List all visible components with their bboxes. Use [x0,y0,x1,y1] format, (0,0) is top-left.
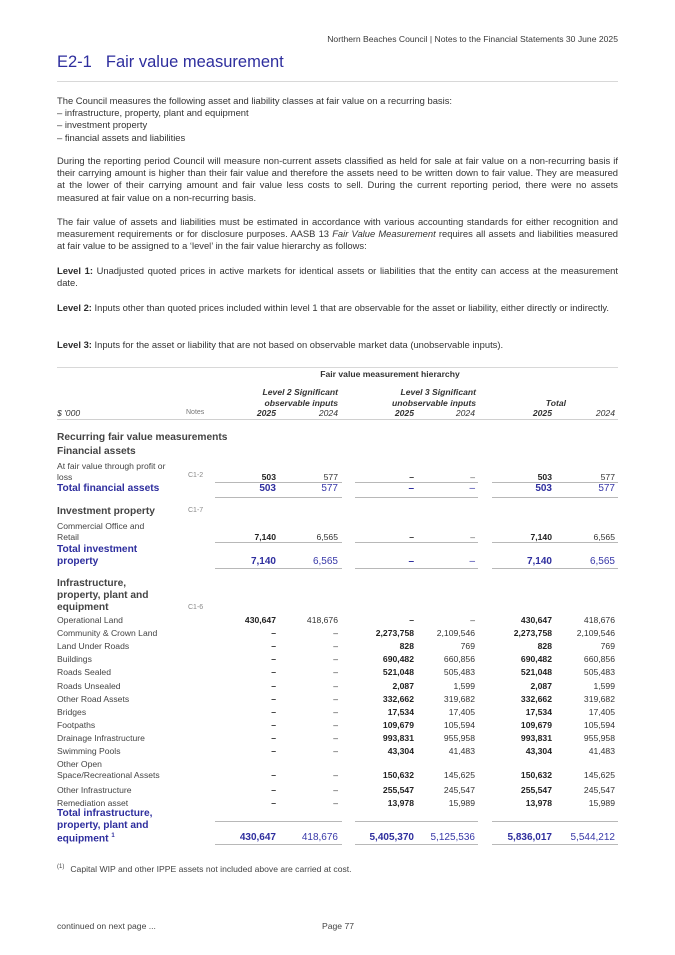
cell-value: 2,109,546 [576,628,615,638]
list-item: – financial assets and liabilities [57,131,186,143]
cell-value: – [271,746,276,756]
cell-value: 577 [323,472,338,482]
cell-value: 109,679 [520,720,552,730]
notes-column-header: Notes [186,409,205,416]
subtotal-rule [355,542,478,543]
standard-name: Fair Value Measurement [332,228,436,240]
cell-value: 5,405,370 [369,832,414,843]
cell-value: – [333,733,338,743]
level-3-definition [57,339,618,351]
total-rule [355,568,478,569]
cell-value: 955,958 [443,733,475,743]
cell-value: 993,831 [520,733,552,743]
cell-value: 150,632 [520,770,552,780]
total-label-text: Total infrastructure, property, plant and equipment [57,808,153,845]
subtotal-rule [355,821,478,822]
cell-value: 2,087 [530,681,552,691]
row-label: Roads Unsealed [57,681,121,691]
year-header: 2025 [394,408,414,418]
total-rule [215,497,342,498]
group-line: Total [545,398,566,408]
year-header: 2025 [532,408,552,418]
cell-value: 769 [600,641,615,651]
cell-value: 418,676 [583,615,615,625]
cell-value: 17,405 [448,707,475,717]
level-1-definition [57,265,618,289]
row-label: Buildings [57,654,92,664]
note-ref: C1-2 [188,472,204,479]
cell-value: 43,304 [525,746,552,756]
subtotal-rule [215,821,342,822]
footnote-ref: 1 [111,833,115,839]
group-line: Level 2 Significant [262,387,338,397]
running-header: Northern Beaches Council | Notes to the Financial Statements 30 June 2025 [327,34,618,44]
cell-value: – [271,770,276,780]
cell-value: – [271,798,276,808]
table-header-rule [57,419,618,420]
cell-value: – [271,733,276,743]
level-text: Unadjusted quoted prices in active markets for identical assets or liabilities that the entity can access at the measurement date. [57,265,618,289]
row-label: At fair value through profit or loss [57,461,166,482]
total-rule [492,844,618,845]
cell-value: – [333,641,338,651]
subtotal-rule [492,821,618,822]
section-heading: Investment property [57,506,155,517]
total-rule [492,568,618,569]
cell-value: 503 [537,472,552,482]
cell-value: 6,565 [589,556,615,567]
cell-value: 521,048 [382,667,414,677]
cell-value: – [409,532,414,542]
cell-value: 418,676 [306,615,338,625]
cell-value: – [409,472,414,482]
intro-lead: The Council measures the following asset and liability classes at fair value on a recurring basis: [57,95,452,106]
cell-value: 255,547 [520,785,552,795]
cell-value: 6,565 [312,556,338,567]
cell-value: 577 [600,472,615,482]
cell-value: 105,594 [583,720,615,730]
group-line: Level 3 Significant [400,387,476,397]
section-heading: Financial assets [57,446,136,457]
row-label: Other Road Assets [57,694,130,704]
cell-value: 430,647 [520,615,552,625]
cell-value: 2,273,758 [513,628,552,638]
cell-value: – [271,667,276,677]
cell-value: 150,632 [382,770,414,780]
column-group-level-3 [340,387,476,409]
total-label: Total financial assets [57,483,160,494]
total-rule [215,844,342,845]
footnote-text: Capital WIP and other IPPE assets not included above are carried at cost. [70,864,352,874]
cell-value: 245,547 [443,785,475,795]
title-divider [57,81,618,82]
row-label: Drainage Infrastructure [57,733,145,743]
table-hierarchy-title: Fair value measurement hierarchy [320,369,460,379]
cell-value: – [409,615,414,625]
cell-value: 17,405 [588,707,615,717]
cell-value: 7,140 [254,532,276,542]
level-label: Level 2: [57,302,92,313]
cell-value: 577 [321,483,338,494]
cell-value: – [271,694,276,704]
cell-value: – [333,720,338,730]
cell-value: 5,836,017 [507,832,552,843]
cell-value: 430,647 [239,832,276,843]
page-number: Page 77 [322,921,355,931]
cell-value: – [333,770,338,780]
paragraph-text: requires all assets and liabilities measured at fair value to be assigned to a ‘level’ in the fair value hierarchy as follows: [57,228,618,252]
cell-value: 15,989 [588,798,615,808]
cell-value: – [470,472,475,482]
row-label: Other Infrastructure [57,785,132,795]
row-label: Other Open Space/Recreational Assets [57,759,160,780]
paragraph-text: During the reporting period Council will measure non-current assets classified as held for sale at fair value on a non-recurring basis if their carrying amount is higher than their fair value and therefore the assets need to be written down to fair value. They are measured at the lower of their carrying amount and fair value less costs to sell. During the current reporting period, there were no assets measured at fair value on a non-recurring basis. [57,155,618,203]
section-heading: Infrastructure, property, plant and equipment [57,578,149,613]
intro-paragraph-1 [57,95,618,144]
section-heading: Recurring fair value measurements [57,432,228,443]
cell-value: 5,544,212 [570,832,615,843]
cell-value: 332,662 [382,694,414,704]
column-group-level-2 [212,387,338,409]
cell-value: 993,831 [382,733,414,743]
cell-value: 660,856 [583,654,615,664]
cell-value: 1,599 [593,681,615,691]
row-label: Commercial Office and Retail [57,521,145,542]
cell-value: 145,625 [583,770,615,780]
year-header: 2024 [318,408,338,418]
note-ref: C1-6 [188,604,204,611]
year-header: 2024 [455,408,475,418]
cell-value: 503 [259,483,276,494]
cell-value: 319,682 [443,694,475,704]
row-label: Bridges [57,707,87,717]
cell-value: 503 [535,483,552,494]
cell-value: – [470,532,475,542]
level-label: Level 3: [57,339,92,350]
row-label: Remediation asset [57,798,129,808]
cell-value: 13,978 [525,798,552,808]
cell-value: 5,125,536 [430,832,475,843]
table-top-rule [57,367,618,368]
note-ref: C1-7 [188,507,204,514]
total-label: Total investment property [57,544,138,567]
cell-value: 7,140 [526,556,552,567]
total-rule [492,497,618,498]
cell-value: 7,140 [250,556,276,567]
continued-note: continued on next page ... [57,921,156,931]
list-item: – investment property [57,119,148,131]
cell-value: – [271,654,276,664]
cell-value: – [469,483,475,494]
cell-value: 2,109,546 [436,628,475,638]
cell-value: 505,483 [583,667,615,677]
cell-value: – [333,746,338,756]
cell-value: 2,273,758 [375,628,414,638]
cell-value: – [408,483,414,494]
total-rule [355,844,478,845]
cell-value: 577 [598,483,615,494]
cell-value: 521,048 [520,667,552,677]
row-label: Land Under Roads [57,641,130,651]
cell-value: 17,534 [387,707,414,717]
cell-value: – [271,641,276,651]
level-2-definition [57,302,618,314]
page-title [57,53,284,72]
cell-value: – [470,615,475,625]
cell-value: 41,483 [448,746,475,756]
cell-value: – [469,556,475,567]
cell-value: 828 [537,641,552,651]
cell-value: 690,482 [520,654,552,664]
subtotal-rule [492,542,618,543]
group-line: unobservable inputs [391,398,476,408]
row-label: Swimming Pools [57,746,121,756]
cell-value: 955,958 [583,733,615,743]
cell-value: 145,625 [443,770,475,780]
total-label [57,808,167,845]
row-label: Roads Sealed [57,667,111,677]
total-rule [355,497,478,498]
cell-value: 6,565 [593,532,615,542]
list-item: – infrastructure, property, plant and equipment [57,107,249,119]
cell-value: 2,087 [392,681,414,691]
year-header: 2024 [595,408,615,418]
intro-paragraph-3 [57,216,618,253]
cell-value: 332,662 [520,694,552,704]
total-rule [215,568,342,569]
cell-value: 503 [261,472,276,482]
intro-paragraph-2 [57,155,618,204]
cell-value: 13,978 [387,798,414,808]
row-label: Operational Land [57,615,123,625]
section-title-text: Fair value measurement [105,53,284,71]
cell-value: – [333,667,338,677]
cell-value: 43,304 [387,746,414,756]
cell-value: 255,547 [382,785,414,795]
cell-value: – [271,720,276,730]
cell-value: 41,483 [588,746,615,756]
cell-value: 7,140 [530,532,552,542]
cell-value: – [408,556,414,567]
cell-value: – [333,785,338,795]
group-line: observable inputs [264,398,338,408]
cell-value: – [333,681,338,691]
footnote-marker: (1) [57,864,65,871]
row-label: Community & Crown Land [57,628,158,638]
cell-value: 505,483 [443,667,475,677]
subtotal-rule [215,542,342,543]
cell-value: 105,594 [443,720,475,730]
cell-value: – [333,654,338,664]
cell-value: – [333,628,338,638]
cell-value: – [271,681,276,691]
cell-value: 319,682 [583,694,615,704]
cell-value: 828 [399,641,414,651]
cell-value: 418,676 [301,832,338,843]
cell-value: – [271,628,276,638]
cell-value: 660,856 [443,654,475,664]
cell-value: 430,647 [244,615,276,625]
paragraph-text: The fair value of assets and liabilities must be estimated in accordance with various accounting standards for either recognition and measurement requirements or for disclosure purposes. AASB 13 [57,216,618,240]
level-text: Inputs for the asset or liability that are not based on observable market data (unobservable inputs). [91,339,504,350]
cell-value: – [333,798,338,808]
level-text: Inputs other than quoted prices included within level 1 that are observable for the asset or liability, either directly or indirectly. [91,302,610,313]
unit-label: $ '000 [57,408,81,418]
cell-value: 769 [460,641,475,651]
year-header: 2025 [256,408,276,418]
footnote [57,864,352,874]
cell-value: 15,989 [448,798,475,808]
row-label: Footpaths [57,720,96,730]
cell-value: 690,482 [382,654,414,664]
cell-value: – [271,707,276,717]
column-group-total [510,387,566,409]
cell-value: 17,534 [525,707,552,717]
cell-value: – [271,785,276,795]
section-number: E2-1 [57,53,92,71]
cell-value: 6,565 [316,532,338,542]
cell-value: 1,599 [453,681,475,691]
cell-value: – [333,694,338,704]
cell-value: 245,547 [583,785,615,795]
cell-value: 109,679 [382,720,414,730]
cell-value: – [333,707,338,717]
level-label: Level 1: [57,265,93,276]
group-line [510,387,566,398]
